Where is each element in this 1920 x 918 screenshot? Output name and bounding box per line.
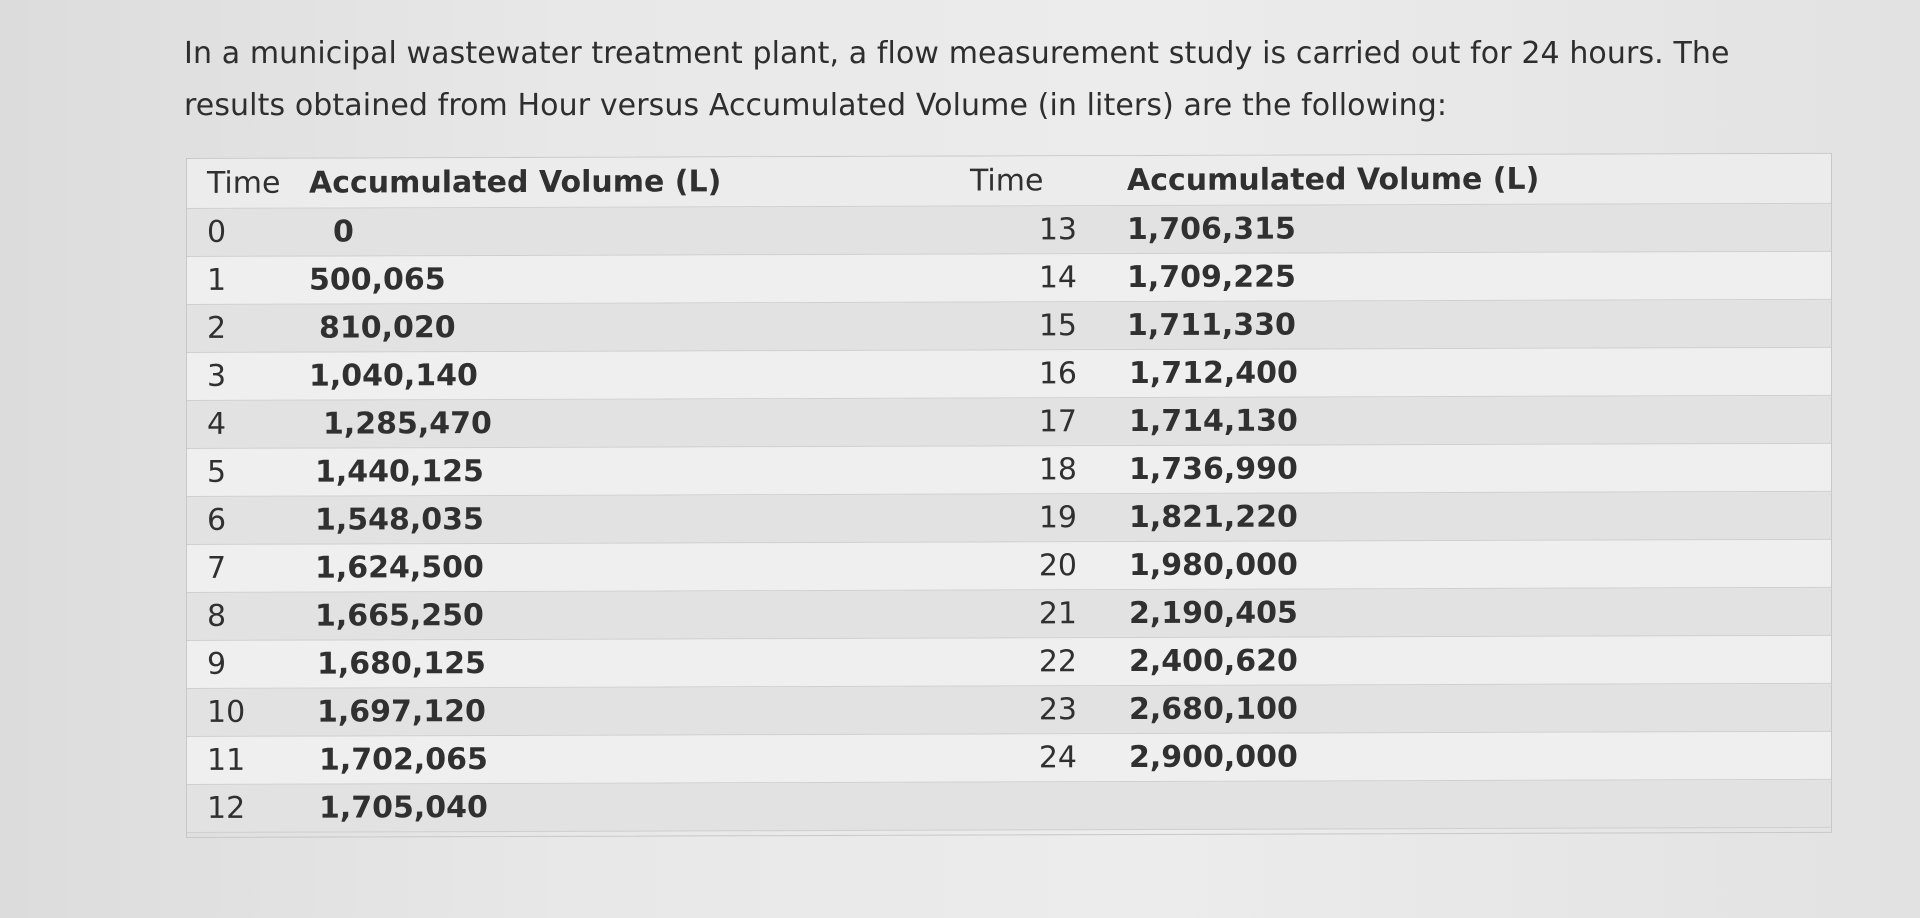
time-cell: 1 [207, 262, 227, 298]
header-volume-right: Accumulated Volume (L) [1127, 161, 1540, 199]
volume-cell: 2,400,620 [1129, 643, 1298, 680]
table-row [187, 636, 1831, 689]
table-row [187, 540, 1831, 593]
time-cell: 10 [207, 694, 246, 730]
header-volume-left: Accumulated Volume (L) [309, 164, 722, 201]
table-row [187, 204, 1831, 257]
volume-cell: 1,548,035 [315, 502, 484, 538]
time-cell: 15 [1038, 308, 1077, 344]
time-cell: 19 [1038, 500, 1077, 536]
time-cell: 18 [1038, 452, 1077, 488]
volume-cell: 1,712,400 [1129, 355, 1298, 392]
time-cell [977, 782, 1077, 829]
table-header-row [187, 154, 1831, 209]
volume-cell: 1,709,225 [1127, 259, 1296, 296]
volume-cell: 1,980,000 [1129, 547, 1298, 584]
table-row [187, 780, 1831, 833]
table-row [187, 732, 1831, 785]
time-cell: 8 [207, 598, 227, 634]
problem-statement-line-1: In a municipal wastewater treatment plant, a flow measurement study is carried out for 24 hours. The [184, 36, 1730, 71]
time-cell: 21 [1038, 596, 1077, 632]
volume-cell: 2,190,405 [1129, 595, 1298, 632]
time-cell: 22 [1038, 644, 1077, 680]
table-row [187, 396, 1831, 449]
volume-cell: 0 [333, 214, 354, 250]
table-body [187, 204, 1831, 833]
time-cell: 11 [207, 742, 246, 778]
time-cell: 0 [207, 214, 227, 250]
problem-statement [184, 28, 1804, 132]
time-cell: 6 [207, 502, 227, 538]
volume-cell: 1,711,330 [1127, 307, 1296, 344]
table-row [187, 252, 1831, 305]
volume-cell: 1,706,315 [1127, 211, 1296, 248]
time-cell: 14 [1038, 260, 1077, 296]
volume-cell: 2,680,100 [1129, 691, 1298, 728]
time-cell: 5 [207, 454, 227, 490]
volume-cell: 1,624,500 [315, 550, 484, 586]
volume-cell: 1,680,125 [317, 646, 486, 682]
header-time-right: Time [970, 163, 1044, 199]
time-cell: 9 [207, 646, 227, 682]
volume-cell: 1,697,120 [317, 694, 486, 730]
volume-cell: 1,285,470 [323, 406, 492, 442]
time-cell: 23 [1038, 692, 1077, 728]
volume-cell: 1,821,220 [1129, 499, 1298, 536]
table-row [187, 348, 1831, 401]
volume-cell: 500,065 [309, 262, 446, 298]
volume-cell: 1,665,250 [315, 598, 484, 634]
time-cell: 20 [1038, 548, 1077, 584]
table-row [187, 684, 1831, 737]
table-row [187, 588, 1831, 641]
volume-cell: 1,714,130 [1129, 403, 1298, 440]
table-row [187, 300, 1831, 353]
volume-cell: 1,705,040 [319, 790, 488, 826]
volume-cell: 1,040,140 [309, 358, 478, 394]
volume-cell: 810,020 [319, 310, 456, 346]
volume-cell: 1,736,990 [1129, 451, 1298, 488]
time-cell: 3 [207, 358, 227, 394]
time-cell: 16 [1038, 356, 1077, 392]
volume-cell [1127, 781, 1507, 829]
table-row [187, 444, 1831, 497]
problem-statement-line-2: results obtained from Hour versus Accumulated Volume (in liters) are the following: [184, 88, 1448, 123]
time-cell: 4 [207, 406, 227, 442]
header-time-left: Time [207, 165, 281, 201]
time-cell: 24 [1038, 740, 1077, 776]
time-cell: 13 [1038, 212, 1077, 248]
time-cell: 12 [207, 790, 246, 826]
time-cell: 2 [207, 310, 227, 346]
time-cell: 7 [207, 550, 227, 586]
volume-cell: 1,702,065 [319, 742, 488, 778]
table-row [187, 492, 1831, 545]
volume-cell: 2,900,000 [1129, 739, 1298, 776]
flow-data-table [186, 153, 1832, 838]
time-cell: 17 [1038, 404, 1077, 440]
volume-cell: 1,440,125 [315, 454, 484, 490]
